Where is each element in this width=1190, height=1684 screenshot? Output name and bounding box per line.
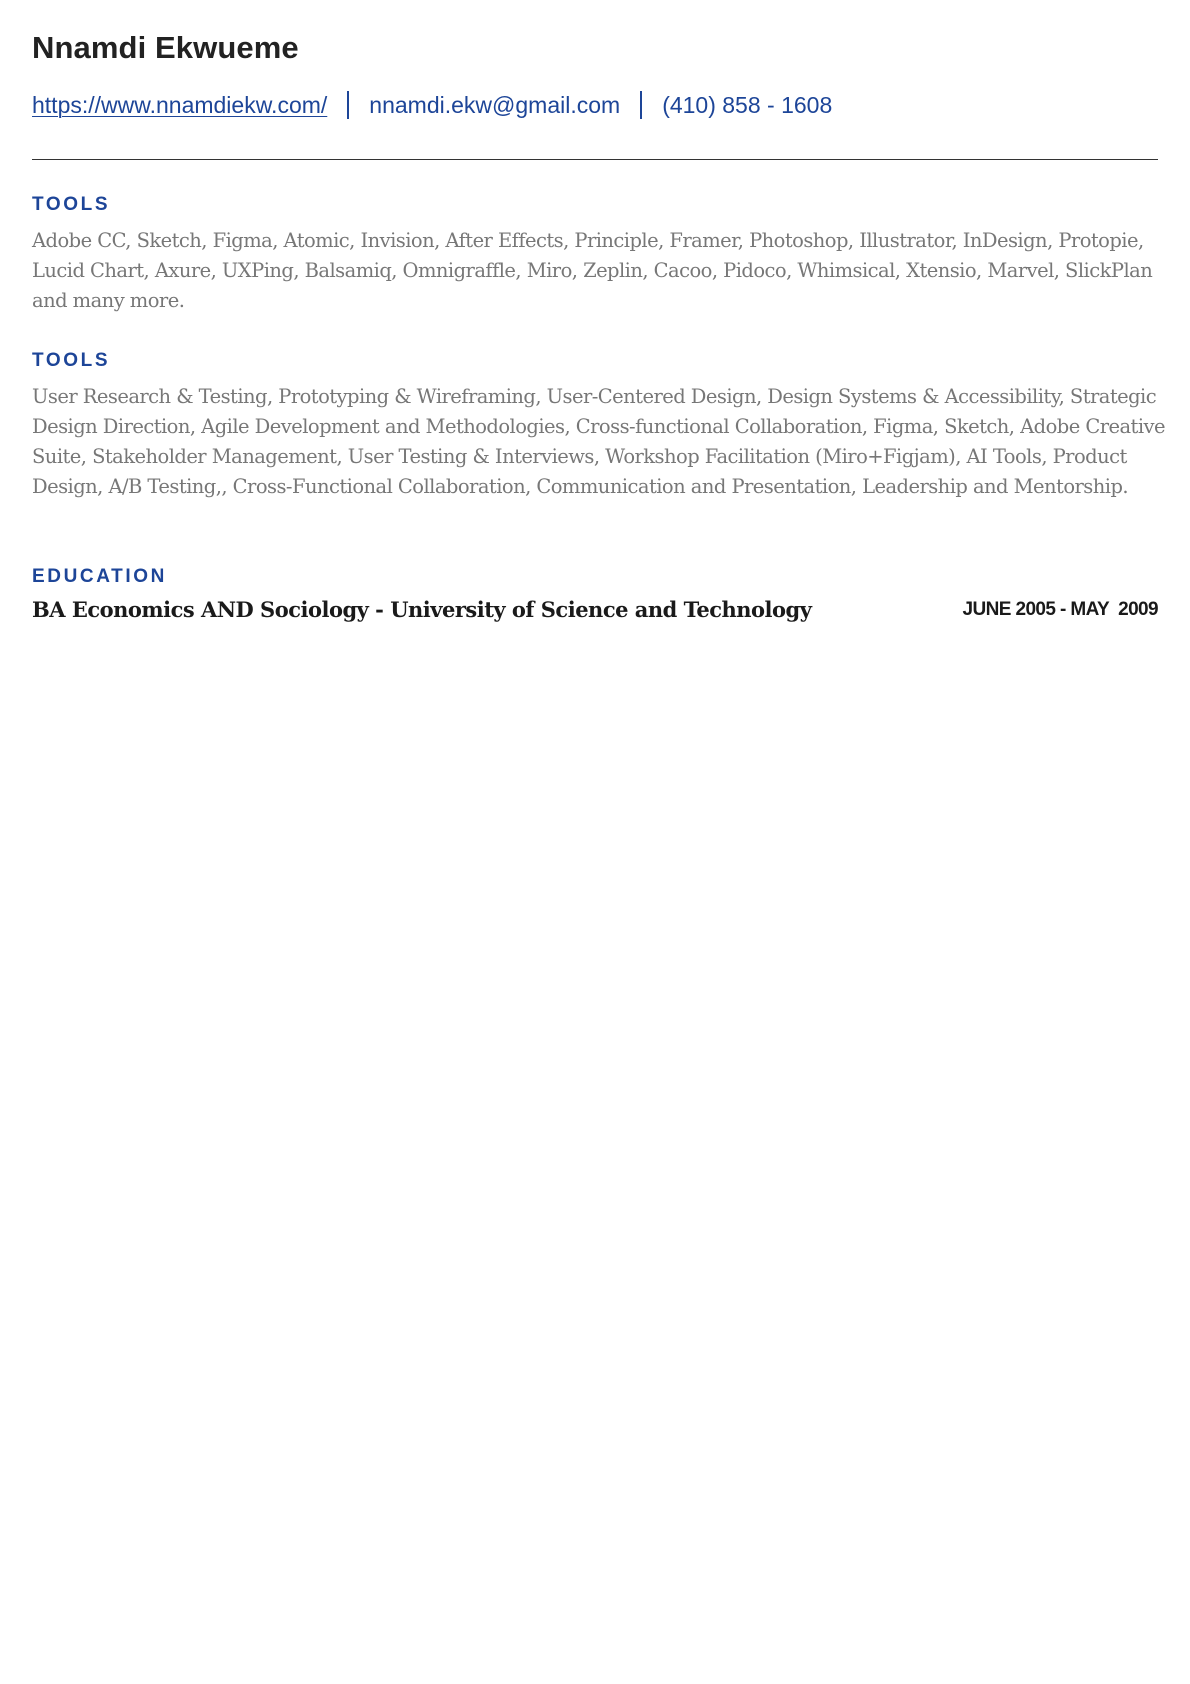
email-text: nnamdi.ekw@gmail.com (369, 91, 621, 118)
contact-line (32, 90, 832, 120)
website-link[interactable]: https://www.nnamdiekw.com/ (32, 91, 328, 118)
degree-title: BA Economics AND Sociology - University of Science and Technology (32, 597, 812, 622)
contact-separator (640, 91, 642, 119)
header-divider (32, 159, 1158, 160)
skills-list: User Research & Testing, Prototyping & Wireframing, User-Centered Design, Design Systems & Accessibility, Strategic Design Direction, Agile Development and Methodologies, Cross-functional Collaboration, Figma, Sketch, Adobe Creative Suite, Stakeholder Management, User Testing & Interviews, Workshop Facilitation (Miro+Figjam), AI Tools, Product Design, A/B Testing,, Cross-Functional Collaboration, Communication and Presentation, Leadership and Mentorship. (32, 385, 1165, 498)
education-heading: EDUCATION (32, 566, 167, 587)
skills-heading: TOOLS (32, 350, 111, 371)
education-dates: JUNE 2005 - MAY 2009 (962, 599, 1158, 620)
phone-text: (410) 858 - 1608 (662, 91, 833, 118)
tools-heading: TOOLS (32, 194, 111, 215)
contact-separator (347, 91, 349, 119)
tools-list: Adobe CC, Sketch, Figma, Atomic, Invision, After Effects, Principle, Framer, Photoshop, Illustrator, InDesign, Protopie, Lucid Chart, Axure, UXPing, Balsamiq, Omnigraffle, Miro, Zeplin, Cacoo, Pidoco, Whimsical, Xtensio, Marvel, SlickPlan and many more. (32, 229, 1153, 312)
candidate-name: Nnamdi Ekwueme (32, 30, 299, 65)
education-entry (32, 597, 1158, 629)
